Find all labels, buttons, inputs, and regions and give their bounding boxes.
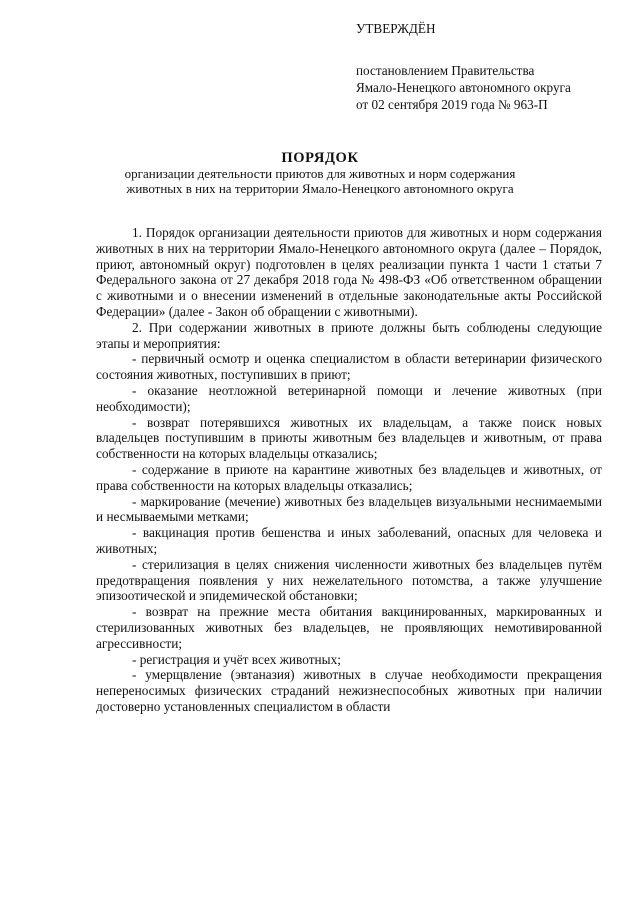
subtitle-line: организации деятельности приютов для животных и норм содержания [124,166,516,181]
approval-heading: УТВЕРЖДЁН [356,21,436,36]
list-item: - маркирование (мечение) животных без владельцев визуальными неснимаемыми и несмываемыми метками; [96,493,602,525]
list-item: - стерилизация в целях снижения численности животных без владельцев путём предотвращения появления у них нежелательного потомства, а также улучшение эпизоотической и эпидемической обстановки; [96,556,602,604]
list-item: - вакцинация против бешенства и иных заболеваний, опасных для человека и животных; [96,525,602,556]
approval-stamp [356,20,571,113]
document-subtitle [0,166,640,196]
list-item: - умерщвление (эвтаназия) животных в случае необходимости прекращения непереносимых физических страданий нежизнеспособных животных при наличии достоверно установленных специалистом в области [96,667,602,714]
document-title: ПОРЯДОК [281,150,359,166]
list-item: - регистрация и учёт всех животных; [132,651,341,667]
approval-line: от 02 сентября 2019 года № 963-П [356,97,548,112]
list-item: - возврат потерявшихся животных их владельцам, а также поиск новых владельцев поступившим в приюты животным без владельцев и животным, от права собственности на которых владельцы отказались; [96,414,602,462]
list-item: - первичный осмотр и оценка специалистом в области ветеринарии физического состояния животных, поступивших в приют; [96,351,602,383]
approval-line: постановлением Правительства [356,63,535,78]
approval-line: Ямало-Ненецкого автономного округа [356,80,571,95]
list-item: - возврат на прежние места обитания вакцинированных, маркированных и стерилизованных животных без владельцев, не проявляющих немотивированной агрессивности; [96,604,602,651]
document-body [96,225,602,715]
list-item: - содержание в приюте на карантине животных без владельцев и животных, от права собственности на которых владельцы отказались; [96,461,602,493]
paragraph: 1. Порядок организации деятельности приютов для животных и норм содержания животных в них на территории Ямало-Ненецкого автономного округа (далее – Порядок, приют, автономный округ) подготовлен в целях реализации пункта 1 части 1 статьи 7 Федерального закона от 27 декабря 2018 года № 498-ФЗ «Об ответственном обращении с животными и о внесении изменений в отдельные законодательные акты Российской Федерации» (далее - Закон об обращении с животными). [96,225,602,319]
paragraph: 2. При содержании животных в приюте должны быть соблюдены следующие этапы и мероприятия: [96,319,602,351]
list-item: - оказание неотложной ветеринарной помощи и лечение животных (при необходимости); [96,382,602,414]
subtitle-line: животных в них на территории Ямало-Ненецкого автономного округа [126,181,514,196]
